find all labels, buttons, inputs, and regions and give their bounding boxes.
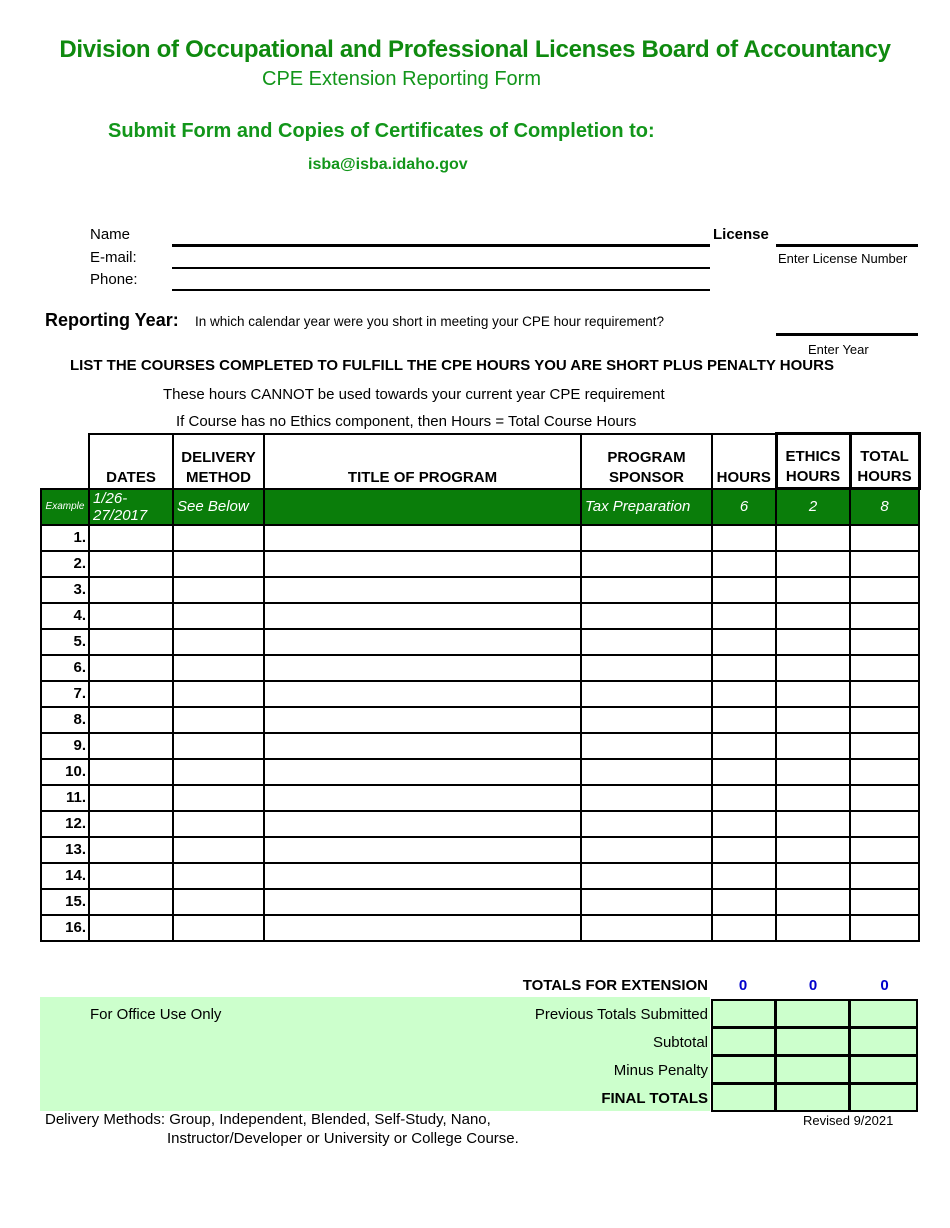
- course-row: [41, 525, 919, 551]
- sponsor-cell[interactable]: [581, 889, 712, 915]
- total-hours-cell[interactable]: [850, 629, 919, 655]
- sponsor-cell[interactable]: [581, 525, 712, 551]
- subtotal-ethics-cell[interactable]: [775, 1027, 850, 1056]
- example-title: [264, 489, 581, 525]
- sponsor-cell[interactable]: [581, 837, 712, 863]
- dates-cell[interactable]: [89, 655, 173, 681]
- delivery-method-cell[interactable]: [173, 681, 264, 707]
- delivery-method-cell[interactable]: [173, 733, 264, 759]
- row-number: 11.: [41, 785, 89, 811]
- header-total: TOTAL HOURS: [850, 434, 919, 489]
- row-number: 16.: [41, 915, 89, 941]
- ethics-hours-cell[interactable]: [776, 785, 850, 811]
- hours-cell[interactable]: [712, 603, 776, 629]
- previous-total-cell[interactable]: [849, 999, 918, 1028]
- form-title: Division of Occupational and Professional Licenses Board of Accountancy: [59, 36, 891, 63]
- dates-cell[interactable]: [89, 525, 173, 551]
- sponsor-cell[interactable]: [581, 681, 712, 707]
- dates-cell[interactable]: [89, 785, 173, 811]
- row-number: 8.: [41, 707, 89, 733]
- header-hours: HOURS: [712, 434, 776, 489]
- name-field[interactable]: [172, 244, 710, 247]
- delivery-method-cell[interactable]: [173, 577, 264, 603]
- sponsor-cell[interactable]: [581, 759, 712, 785]
- ethics-hours-cell[interactable]: [776, 863, 850, 889]
- sponsor-cell[interactable]: [581, 629, 712, 655]
- ethics-hours-cell[interactable]: [776, 837, 850, 863]
- sponsor-cell[interactable]: [581, 603, 712, 629]
- row-number: 14.: [41, 863, 89, 889]
- total-hours-cell[interactable]: [850, 525, 919, 551]
- delivery-method-cell[interactable]: [173, 629, 264, 655]
- dates-cell[interactable]: [89, 863, 173, 889]
- subtotal-total-cell[interactable]: [849, 1027, 918, 1056]
- total-hours-value: 0: [738, 977, 748, 994]
- hours-cell[interactable]: [712, 733, 776, 759]
- example-dates: 1/26-27/2017: [89, 489, 173, 525]
- total-hours-cell[interactable]: [850, 759, 919, 785]
- penalty-hours-cell[interactable]: [711, 1055, 776, 1084]
- total-hours-cell[interactable]: [850, 915, 919, 941]
- total-hours-cell[interactable]: [850, 577, 919, 603]
- license-hint: Enter License Number: [778, 251, 908, 266]
- delivery-method-cell[interactable]: [173, 863, 264, 889]
- delivery-method-cell[interactable]: [173, 525, 264, 551]
- hours-cell[interactable]: [712, 655, 776, 681]
- example-hours: 6: [712, 489, 776, 525]
- table-header-row: [41, 434, 919, 489]
- delivery-method-cell[interactable]: [173, 811, 264, 837]
- title-cell[interactable]: [264, 707, 581, 733]
- row-number: 1.: [41, 525, 89, 551]
- example-label: Example: [41, 489, 89, 525]
- hours-cell[interactable]: [712, 915, 776, 941]
- dates-cell[interactable]: [89, 837, 173, 863]
- course-row: [41, 759, 919, 785]
- header-sponsor: PROGRAM SPONSOR: [581, 434, 712, 489]
- ethics-hours-cell[interactable]: [776, 733, 850, 759]
- delivery-method-cell[interactable]: [173, 837, 264, 863]
- delivery-method-cell[interactable]: [173, 915, 264, 941]
- sponsor-cell[interactable]: [581, 915, 712, 941]
- sponsor-cell[interactable]: [581, 733, 712, 759]
- row-number: 10.: [41, 759, 89, 785]
- title-cell[interactable]: [264, 681, 581, 707]
- penalty-ethics-cell[interactable]: [775, 1055, 850, 1084]
- total-hours-cell[interactable]: [850, 785, 919, 811]
- subtotal-hours-cell[interactable]: [711, 1027, 776, 1056]
- example-sponsor: Tax Preparation: [581, 489, 712, 525]
- sponsor-cell[interactable]: [581, 707, 712, 733]
- course-row: [41, 707, 919, 733]
- ethics-hours-cell[interactable]: [776, 525, 850, 551]
- ethics-hours-cell[interactable]: [776, 707, 850, 733]
- delivery-method-cell[interactable]: [173, 759, 264, 785]
- row-number: 9.: [41, 733, 89, 759]
- previous-totals-label: Previous Totals Submitted: [534, 1006, 708, 1023]
- cannot-note: These hours CANNOT be used towards your current year CPE requirement: [163, 386, 665, 403]
- total-ethics-value: 0: [808, 977, 818, 994]
- ethics-hours-cell[interactable]: [776, 577, 850, 603]
- list-instructions: LIST THE COURSES COMPLETED TO FULFILL THE CPE HOURS YOU ARE SHORT PLUS PENALTY HOURS: [70, 357, 834, 374]
- delivery-method-cell[interactable]: [173, 707, 264, 733]
- dates-cell[interactable]: [89, 915, 173, 941]
- hours-cell[interactable]: [712, 525, 776, 551]
- delivery-method-cell[interactable]: [173, 785, 264, 811]
- delivery-method-cell[interactable]: [173, 655, 264, 681]
- dates-cell[interactable]: [89, 629, 173, 655]
- title-cell[interactable]: [264, 577, 581, 603]
- year-hint: Enter Year: [808, 342, 869, 357]
- ethics-hours-cell[interactable]: [776, 655, 850, 681]
- hours-cell[interactable]: [712, 681, 776, 707]
- row-number: 5.: [41, 629, 89, 655]
- phone-label: Phone:: [90, 271, 138, 288]
- hours-cell[interactable]: [712, 863, 776, 889]
- course-row: [41, 785, 919, 811]
- title-cell[interactable]: [264, 551, 581, 577]
- email-field[interactable]: [172, 267, 710, 269]
- dates-cell[interactable]: [89, 681, 173, 707]
- total-hours-cell[interactable]: [850, 603, 919, 629]
- dates-cell[interactable]: [89, 811, 173, 837]
- title-cell[interactable]: [264, 837, 581, 863]
- course-row: [41, 681, 919, 707]
- previous-ethics-cell[interactable]: [775, 999, 850, 1028]
- title-cell[interactable]: [264, 603, 581, 629]
- course-row: [41, 629, 919, 655]
- reporting-year-question: In which calendar year were you short in meeting your CPE hour requirement?: [195, 314, 664, 329]
- ethics-hours-cell[interactable]: [776, 629, 850, 655]
- hours-cell[interactable]: [712, 811, 776, 837]
- total-hours-cell[interactable]: [850, 681, 919, 707]
- hours-cell[interactable]: [712, 551, 776, 577]
- dates-cell[interactable]: [89, 889, 173, 915]
- office-use-label: For Office Use Only: [90, 1006, 222, 1023]
- sponsor-cell[interactable]: [581, 655, 712, 681]
- ethics-hours-cell[interactable]: [776, 603, 850, 629]
- header-title: TITLE OF PROGRAM: [264, 434, 581, 489]
- final-total-cell[interactable]: [849, 1083, 918, 1112]
- title-cell[interactable]: [264, 759, 581, 785]
- title-cell[interactable]: [264, 629, 581, 655]
- previous-hours-cell[interactable]: [711, 999, 776, 1028]
- row-number: 13.: [41, 837, 89, 863]
- hours-cell[interactable]: [712, 577, 776, 603]
- ethics-hours-cell[interactable]: [776, 889, 850, 915]
- total-hours-cell[interactable]: [850, 655, 919, 681]
- example-method: See Below: [173, 489, 264, 525]
- delivery-method-cell[interactable]: [173, 889, 264, 915]
- total-hours-cell[interactable]: [850, 837, 919, 863]
- course-row: [41, 889, 919, 915]
- ethics-hours-cell[interactable]: [776, 681, 850, 707]
- penalty-total-cell[interactable]: [849, 1055, 918, 1084]
- subtotal-label: Subtotal: [652, 1034, 708, 1051]
- hours-cell[interactable]: [712, 707, 776, 733]
- totals-label: TOTALS FOR EXTENSION: [522, 977, 708, 994]
- minus-penalty-label: Minus Penalty: [613, 1062, 708, 1079]
- dates-cell[interactable]: [89, 577, 173, 603]
- reporting-year-label: Reporting Year:: [45, 310, 179, 330]
- ethics-hours-cell[interactable]: [776, 915, 850, 941]
- hours-cell[interactable]: [712, 837, 776, 863]
- row-number: 2.: [41, 551, 89, 577]
- ethics-hours-cell[interactable]: [776, 759, 850, 785]
- dates-cell[interactable]: [89, 733, 173, 759]
- total-total-value: 0: [880, 977, 889, 994]
- row-number: 15.: [41, 889, 89, 915]
- license-label: License: [713, 226, 769, 243]
- course-table: [40, 432, 921, 942]
- title-cell[interactable]: [264, 811, 581, 837]
- header-dates: DATES: [89, 434, 173, 489]
- title-cell[interactable]: [264, 655, 581, 681]
- header-ethics: ETHICS HOURS: [776, 434, 850, 489]
- course-row: [41, 733, 919, 759]
- course-row: [41, 915, 919, 941]
- title-cell[interactable]: [264, 733, 581, 759]
- ethics-note: If Course has no Ethics component, then Hours = Total Course Hours: [176, 413, 637, 430]
- course-row: [41, 863, 919, 889]
- total-hours-cell[interactable]: [850, 889, 919, 915]
- year-field[interactable]: [776, 333, 918, 336]
- total-hours-cell[interactable]: [850, 733, 919, 759]
- dates-cell[interactable]: [89, 551, 173, 577]
- sponsor-cell[interactable]: [581, 577, 712, 603]
- course-row: [41, 811, 919, 837]
- title-cell[interactable]: [264, 915, 581, 941]
- course-row: [41, 837, 919, 863]
- example-row: [41, 489, 919, 525]
- hours-cell[interactable]: [712, 629, 776, 655]
- course-row: [41, 577, 919, 603]
- sponsor-cell[interactable]: [581, 785, 712, 811]
- title-cell[interactable]: [264, 525, 581, 551]
- email-label: E-mail:: [90, 249, 137, 266]
- course-row: [41, 603, 919, 629]
- sponsor-cell[interactable]: [581, 863, 712, 889]
- dates-cell[interactable]: [89, 707, 173, 733]
- phone-field[interactable]: [172, 289, 710, 291]
- final-ethics-cell[interactable]: [775, 1083, 850, 1112]
- delivery-method-cell[interactable]: [173, 551, 264, 577]
- hours-cell[interactable]: [712, 759, 776, 785]
- course-row: [41, 551, 919, 577]
- revision-date: Revised 9/2021: [803, 1113, 894, 1128]
- row-number: 3.: [41, 577, 89, 603]
- sponsor-cell[interactable]: [581, 551, 712, 577]
- sponsor-cell[interactable]: [581, 811, 712, 837]
- title-cell[interactable]: [264, 863, 581, 889]
- name-label: Name: [90, 226, 131, 243]
- form-subtitle: CPE Extension Reporting Form: [262, 68, 542, 90]
- total-hours-cell[interactable]: [850, 811, 919, 837]
- header-blank: [41, 434, 89, 489]
- delivery-method-cell[interactable]: [173, 603, 264, 629]
- course-row: [41, 655, 919, 681]
- ethics-hours-cell[interactable]: [776, 551, 850, 577]
- header-delivery: DELIVERY METHOD: [173, 434, 264, 489]
- submit-instructions: Submit Form and Copies of Certificates of Completion to:: [108, 120, 655, 142]
- final-totals-label: FINAL TOTALS: [601, 1090, 708, 1107]
- delivery-methods-line1: Delivery Methods: Group, Independent, Blended, Self-Study, Nano,: [45, 1111, 491, 1128]
- final-hours-cell[interactable]: [711, 1083, 776, 1112]
- license-field[interactable]: [776, 244, 918, 247]
- dates-cell[interactable]: [89, 759, 173, 785]
- total-hours-cell[interactable]: [850, 707, 919, 733]
- delivery-methods-line2: Instructor/Developer or University or College Course.: [167, 1130, 519, 1147]
- submit-email[interactable]: isba@isba.idaho.gov: [308, 156, 468, 173]
- hours-cell[interactable]: [712, 889, 776, 915]
- example-total: 8: [850, 489, 919, 525]
- dates-cell[interactable]: [89, 603, 173, 629]
- row-number: 6.: [41, 655, 89, 681]
- title-cell[interactable]: [264, 785, 581, 811]
- row-number: 7.: [41, 681, 89, 707]
- hours-cell[interactable]: [712, 785, 776, 811]
- total-hours-cell[interactable]: [850, 863, 919, 889]
- row-number: 4.: [41, 603, 89, 629]
- example-ethics: 2: [776, 489, 850, 525]
- row-number: 12.: [41, 811, 89, 837]
- title-cell[interactable]: [264, 889, 581, 915]
- total-hours-cell[interactable]: [850, 551, 919, 577]
- ethics-hours-cell[interactable]: [776, 811, 850, 837]
